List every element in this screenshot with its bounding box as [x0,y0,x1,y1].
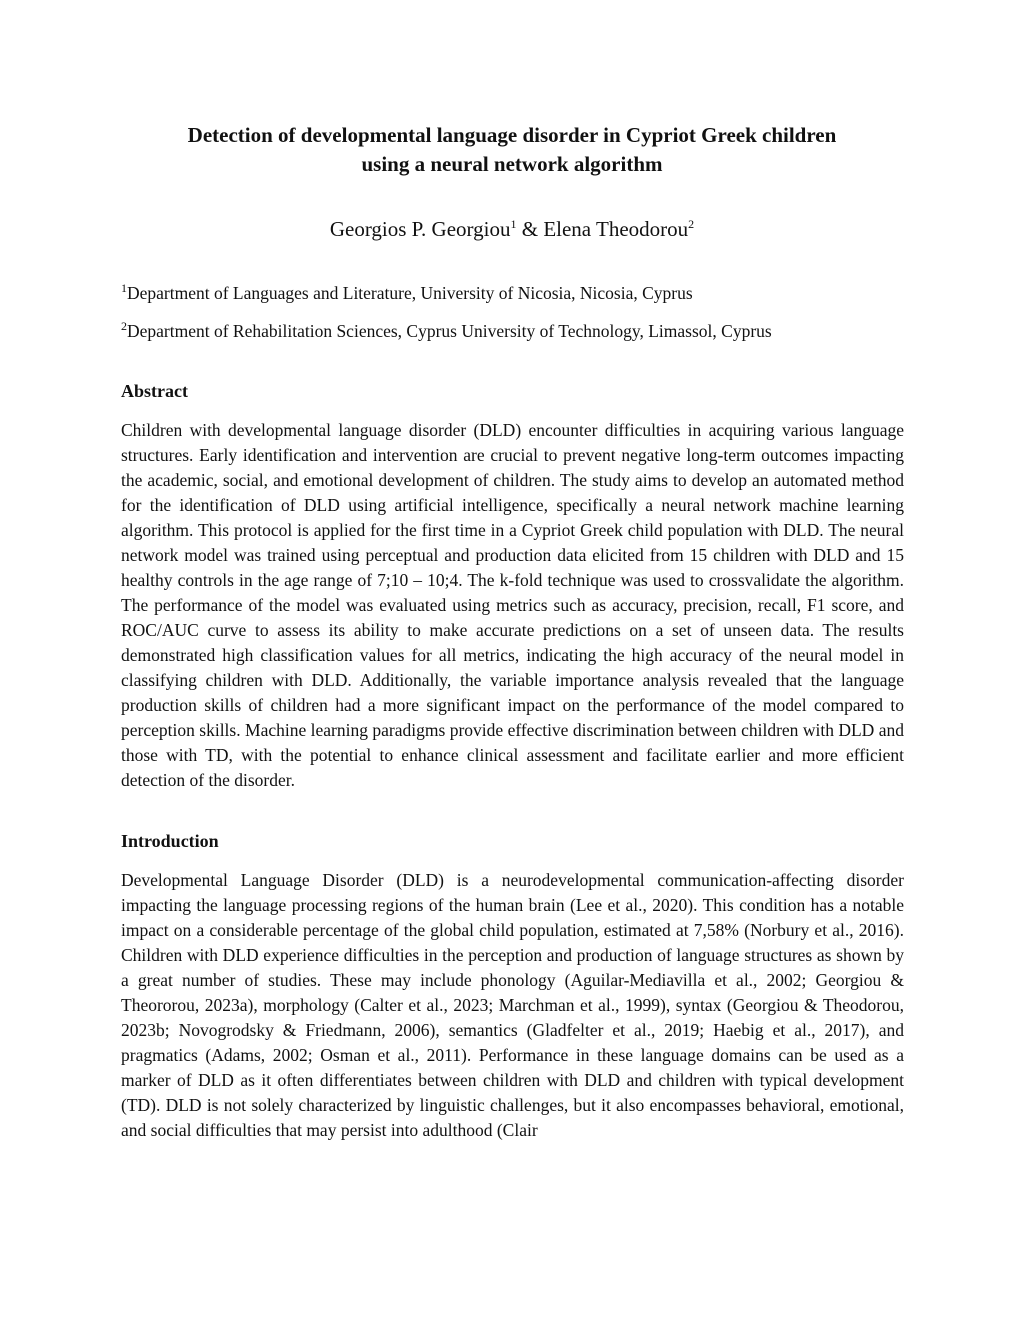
affiliation-1-marker: 1 [121,281,127,296]
affiliation-2-marker: 2 [121,319,127,334]
author-separator: & [516,217,544,241]
affiliation-1-text: Department of Languages and Literature, University of Nicosia, Nicosia, Cyprus [127,283,693,303]
author-2-affil-marker: 2 [688,217,695,231]
author-list [100,214,924,244]
author-2: Elena Theodorou [543,217,689,241]
author-1: Georgios P. Georgiou [329,217,511,241]
title-line-1: Detection of developmental language disorder in Cypriot Greek children [187,123,837,147]
affiliation-2 [121,319,911,343]
abstract-text: Children with developmental language disorder (DLD) encounter difficulties in acquiring various language structures. Early identification and intervention are crucial to prevent negative long-term outcomes impacting the academic, social, and emotional development of children. The study aims to develop an automated method for the identification of DLD using artificial intelligence, specifically a neural network machine learning algorithm. This protocol is applied for the first time in a Cypriot Greek child population with DLD. The neural network model was trained using perceptual and production data elicited from 15 children with DLD and 15 healthy controls in the age range of 7;10 – 10;4. The k-fold technique was used to crossvalidate the algorithm. The performance of the model was evaluated using metrics such as accuracy, precision, recall, F1 score, and ROC/AUC curve to assess its ability to make accurate predictions on a set of unseen data. The results demonstrated high classification values for all metrics, indicating the high accuracy of the neural model in classifying children with DLD. Additionally, the variable importance analysis revealed that the language production skills of children had a more significant impact on the performance of the model compared to perception skills. Machine learning paradigms provide effective discrimination between children with DLD and those with TD, with the potential to enhance clinical assessment and facilitate earlier and more efficient detection of the disorder. [121,420,904,790]
affiliation-1 [121,281,911,305]
abstract-heading: Abstract [121,381,188,401]
introduction-text: Developmental Language Disorder (DLD) is a neurodevelopmental communication-affecting disorder impacting the language processing regions of the human brain (Lee et al., 2020). This condition has a notable impact on a considerable percentage of the global child population, estimated at 7,58% (Norbury et al., 2016). Children with DLD experience difficulties in the perception and production of language structures as shown by a great number of studies. These may include phonology (Aguilar-Mediavilla et al., 2002; Georgiou & Theororou, 2023a), morphology (Calter et al., 2023; Marchman et al., 1999), syntax (Georgiou & Theodorou, 2023b; Novogrodsky & Friedmann, 2006), semantics (Gladfelter et al., 2019; Haebig et al., 2017), and pragmatics (Adams, 2002; Osman et al., 2011). Performance in these language domains can be used as a marker of DLD as it often differentiates between children with DLD and children with typical development (TD). DLD is not solely characterized by linguistic challenges, but it also encompasses behavioral, emotional, and social difficulties that may persist into adulthood (Clair [121,870,904,1140]
author-1-affil-marker: 1 [510,217,517,231]
affiliation-2-text: Department of Rehabilitation Sciences, Cyprus University of Technology, Limassol, Cyprus [127,321,772,341]
title-line-2: using a neural network algorithm [361,152,663,176]
introduction-heading: Introduction [121,831,219,851]
paper-title [100,121,924,179]
